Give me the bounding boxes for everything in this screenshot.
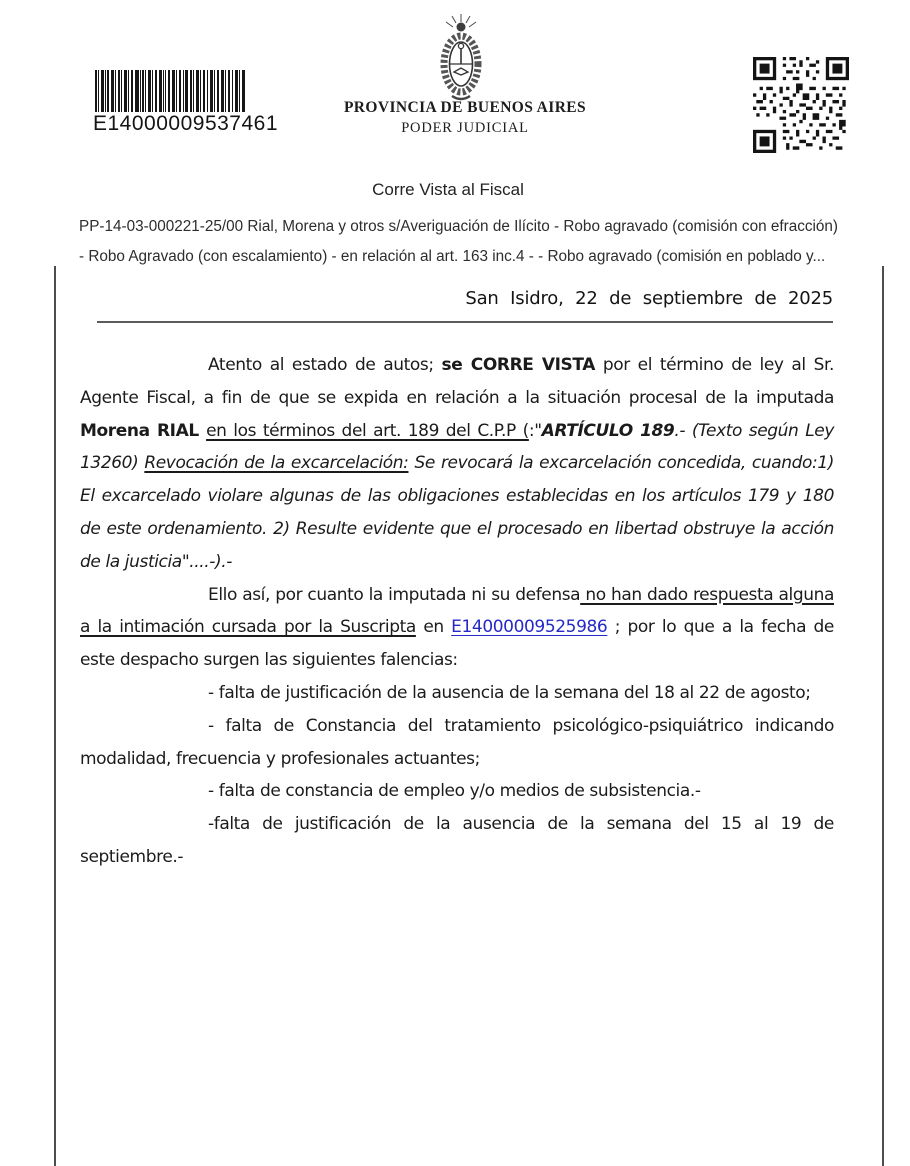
para1-run: :" [528, 420, 542, 441]
para1-run-italic: .- [674, 420, 692, 441]
para1-run-bold: Morena RIAL [80, 420, 207, 441]
para1-run-italic: Se revocará la excarcelación concedida, cuando:1) El excarcelado violare algunas de las obligaciones establecidas en los artículos 179 y 180 de este ordenamiento. 2) Resulte evidente que el procesado en libertad obstruye la acción de la justicia"....-).- [80, 453, 834, 572]
para2-run-underline: no han dado respuesta alguna a la intimación cursada por la Suscripta [80, 584, 834, 638]
dateline: San Isidro, 22 de septiembre de 2025 [465, 288, 833, 309]
right-margin-rule [882, 266, 884, 1166]
para2-run: Ello así, por cuanto la imputada ni su defensa [208, 584, 581, 605]
paragraph-1 [80, 349, 834, 579]
para1-run: por el término de ley al Sr. Agente Fiscal, a fin de que se expida en relación a la situación procesal de la imputada [80, 355, 835, 408]
left-margin-rule [54, 266, 56, 1166]
barcode-image [95, 70, 245, 116]
case-reference [79, 212, 874, 272]
para1-run-italic: (Texto según Ley 13260) [80, 420, 834, 474]
date-underline-rule [97, 321, 833, 323]
case-reference-line-2: - Robo Agravado (con escalamiento) - en relación al art. 163 inc.4 - - Robo agravado (comisión en poblado y... [79, 248, 826, 265]
qr-code-image [753, 57, 849, 157]
para1-run-bold-italic: ARTÍCULO 189 [541, 420, 675, 441]
para2-run: en [415, 617, 452, 638]
document-reference-link[interactable]: E14000009525986 [451, 617, 608, 638]
document-body [80, 349, 834, 874]
org-name: PROVINCIA DE BUENOS AIRES [343, 99, 587, 116]
para1-run: Atento al estado de autos; [208, 355, 442, 375]
barcode-number: E14000009537461 [93, 112, 279, 135]
list-item-2: - falta de Constancia del tratamiento psicológico-psiquiátrico indicando modalidad, frecuencia y profesionales actuantes; [80, 715, 834, 769]
org-header [235, 99, 695, 137]
list-item-3: - falta de constancia de empleo y/o medios de subsistencia.- [208, 781, 701, 802]
case-reference-line-1: PP-14-03-000221-25/00 Rial, Morena y otros s/Averiguación de Ilícito - Robo agravado (comisión con efracción) [79, 218, 839, 235]
para2-run: ; por lo que a la fecha de este despacho surgen las siguientes falencias: [80, 617, 834, 671]
org-sub: PODER JUDICIAL [401, 120, 529, 136]
paragraph-2 [80, 579, 834, 677]
para1-run-italic-underline: Revocación de la excarcelación: [144, 453, 409, 474]
coat-of-arms-icon [430, 12, 492, 108]
list-item-4: -falta de justificación de la ausencia de la semana del 15 al 19 de septiembre.- [80, 814, 834, 867]
document-title: Corre Vista al Fiscal [372, 180, 524, 199]
list-item-1: - falta de justificación de la ausencia de la semana del 18 al 22 de agosto; [208, 682, 811, 703]
para1-run-bold: se CORRE VISTA [441, 355, 595, 375]
para1-run-underline: en los términos del art. 189 del C.P.P ( [206, 420, 529, 441]
